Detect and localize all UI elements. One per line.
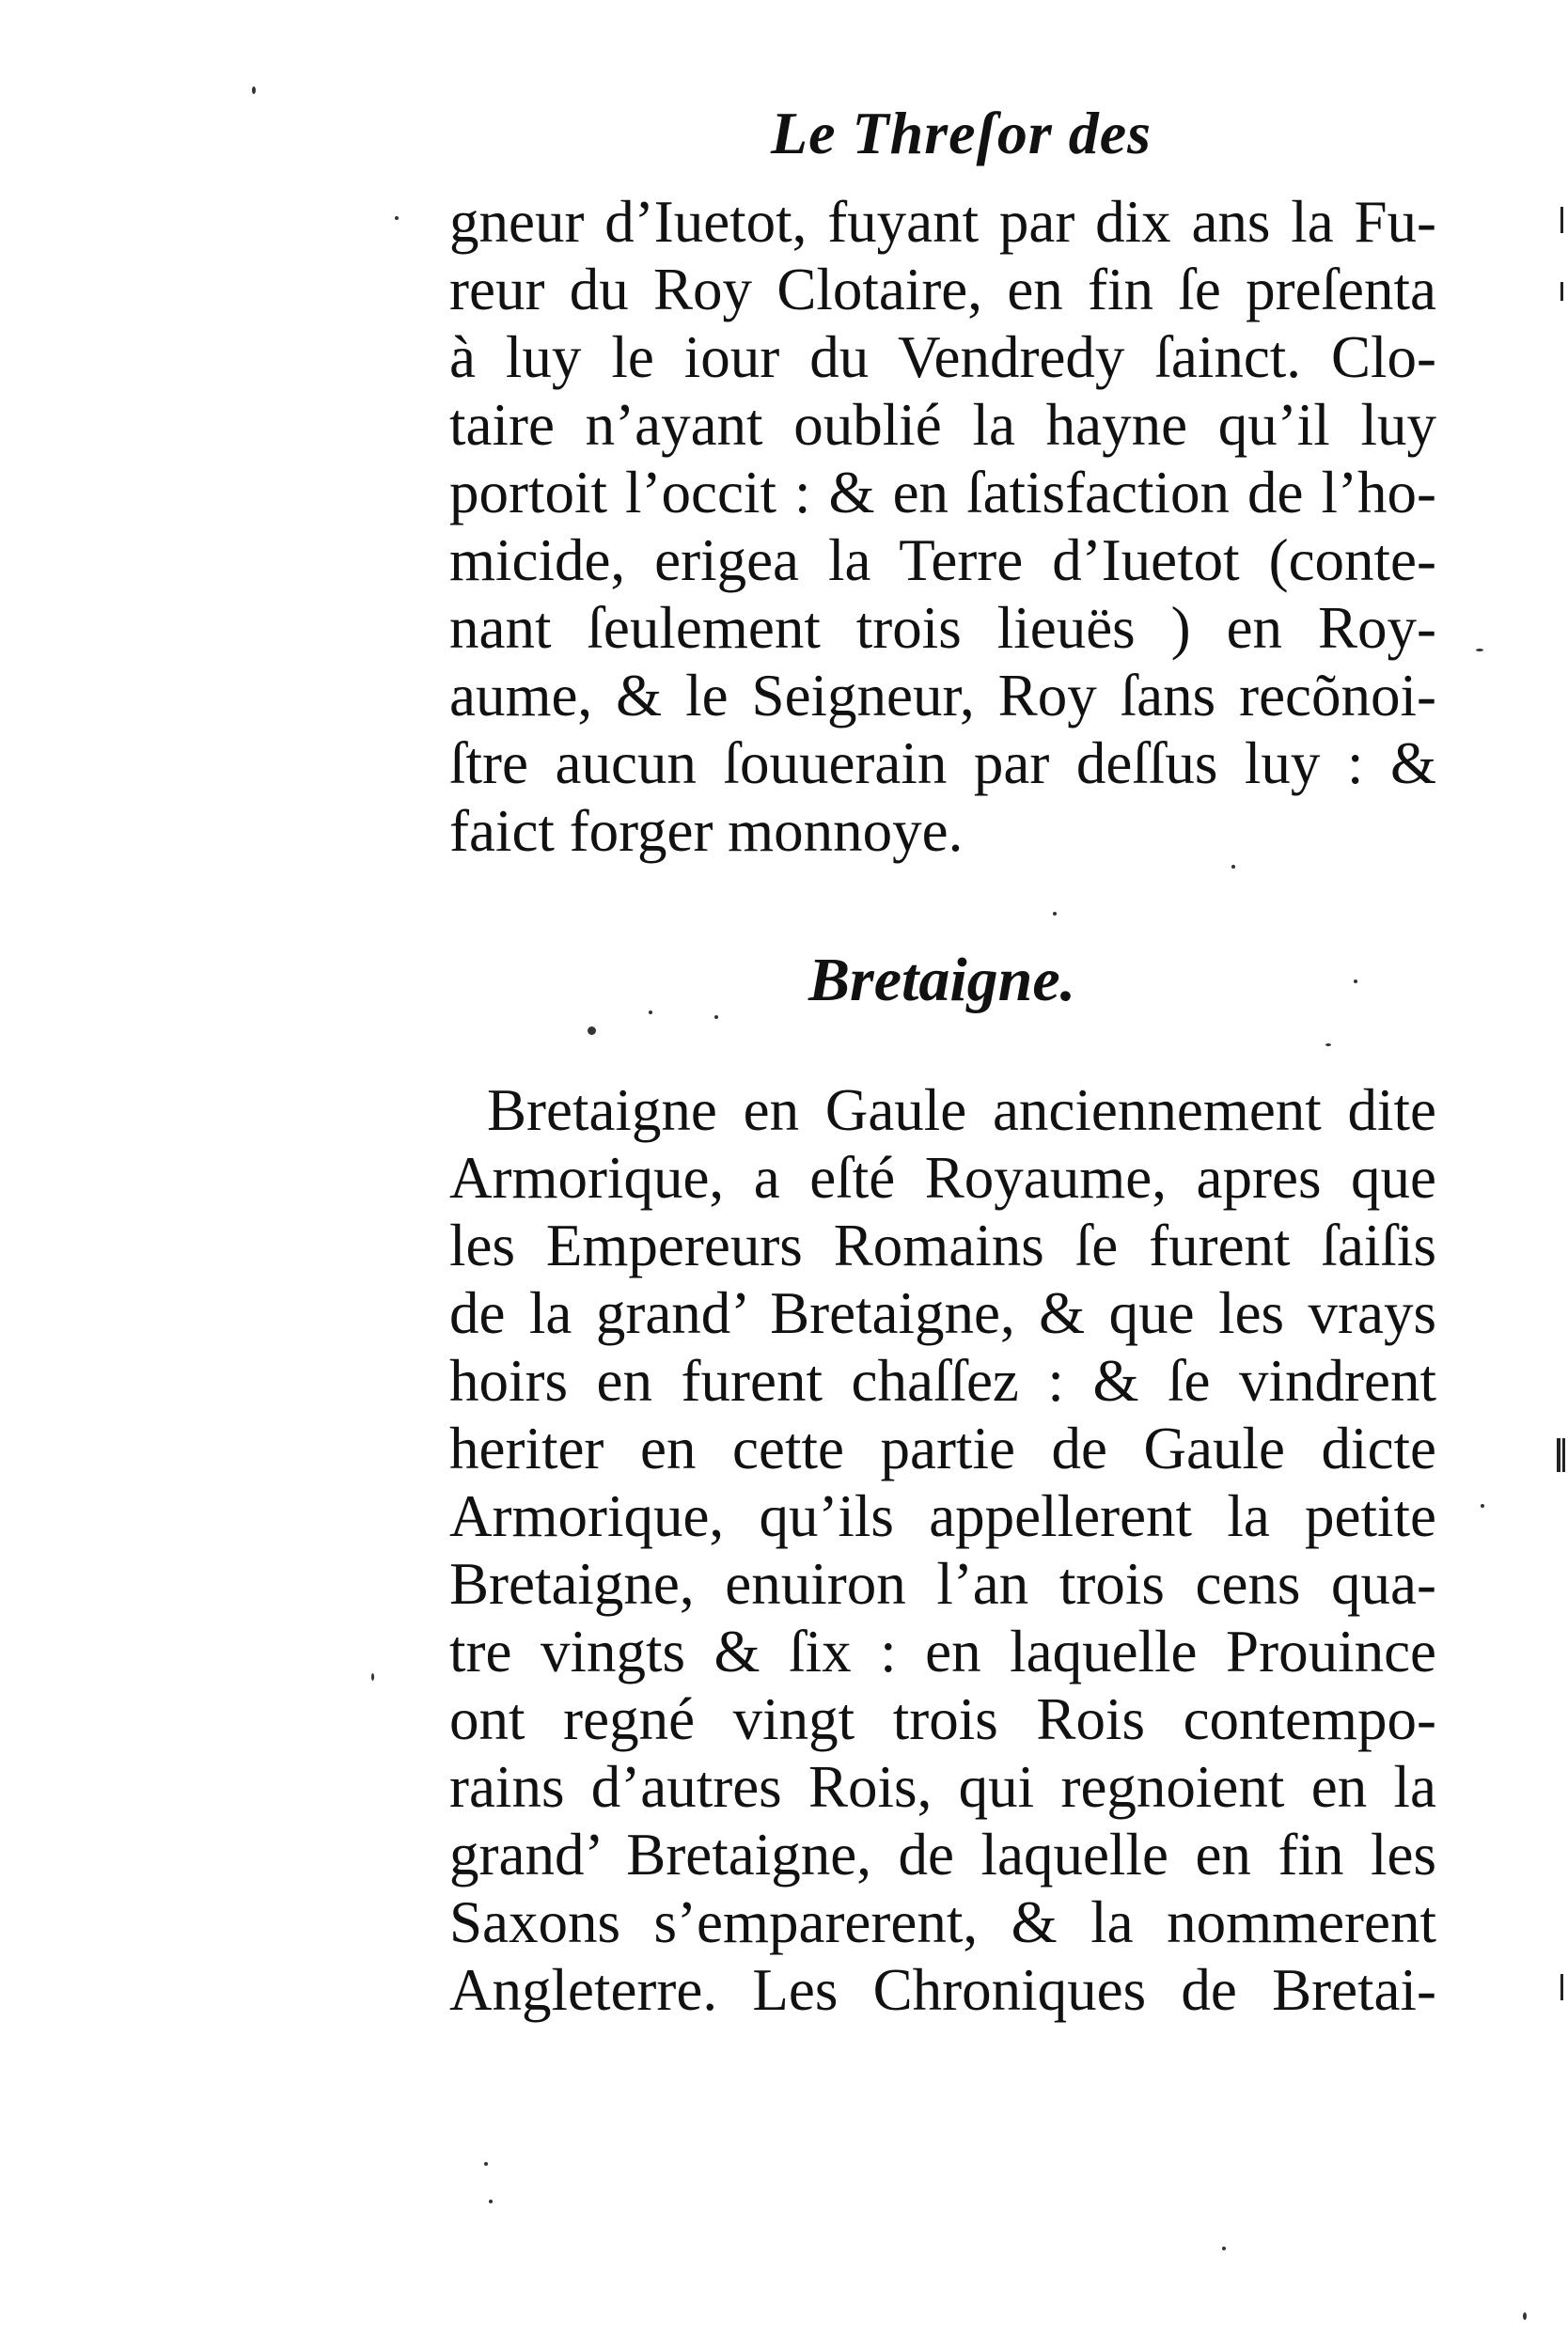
text-line: Bretaigne en Gaule anciennement dite <box>487 1077 1436 1143</box>
text-line: portoit l’occit : & en ſatisfaction de l’ho- <box>449 460 1436 525</box>
scan-speck <box>252 86 256 94</box>
scan-speck <box>1222 2247 1226 2250</box>
scan-speck <box>489 2200 493 2203</box>
scan-speck <box>395 216 399 220</box>
scan-speck <box>649 1010 652 1014</box>
text-line: heriter en cette partie de Gaule dicte <box>449 1416 1436 1481</box>
scan-speck <box>1053 912 1057 916</box>
scan-speck <box>714 1015 718 1019</box>
text-line: micide, erigea la Terre d’Iuetot (conte- <box>449 527 1436 593</box>
text-line: reur du Roy Clotaire, en fin ſe preſenta <box>449 257 1436 322</box>
paragraph-yvetot <box>449 188 1436 865</box>
text-line: gneur d’Iuetot, fuyant par dix ans la Fu- <box>449 189 1436 255</box>
scan-speck <box>1476 649 1483 651</box>
margin-edge-mark <box>1560 1974 1563 2000</box>
scan-speck <box>1231 865 1235 869</box>
text-line: aume, & le Seigneur, Roy ſans recõnoi- <box>449 663 1436 728</box>
text-line: Angleterre. Les Chroniques de Bretai- <box>449 1957 1436 2023</box>
text-line: ſtre aucun ſouuerain par deſſus luy : & <box>449 730 1436 796</box>
margin-edge-mark <box>1560 282 1563 301</box>
text-line: grand’ Bretaigne, de laquelle en fin les <box>449 1822 1436 1888</box>
text-line: rains d’autres Rois, qui regnoient en la <box>449 1754 1436 1820</box>
scan-speck <box>1481 1504 1484 1508</box>
text-line: de la grand’ Bretaigne, & que les vrays <box>449 1280 1436 1346</box>
text-line: Armorique, a eſté Royaume, apres que <box>449 1145 1436 1211</box>
text-line: Bretaigne, enuiron l’an trois cens qua- <box>449 1551 1436 1617</box>
section-title: Bretaigne. <box>808 946 1076 1014</box>
margin-edge-mark <box>1557 1438 1560 1472</box>
margin-edge-mark <box>1562 1438 1565 1472</box>
text-line: nant ſeulement trois lieuës ) en Roy- <box>449 595 1436 661</box>
text-line: les Empereurs Romains ſe furent ſaiſis <box>449 1213 1436 1278</box>
text-line: ont regné vingt trois Rois contempo- <box>449 1686 1436 1752</box>
text-line: Saxons s’emparerent, & la nommerent <box>449 1889 1436 1955</box>
scan-speck <box>1354 979 1357 983</box>
running-head: Le Threſor des <box>771 100 1152 166</box>
scan-speck <box>484 2162 488 2166</box>
text-line: faict forger monnoye. <box>449 798 964 864</box>
text-line: Armorique, qu’ils appellerent la petite <box>449 1483 1436 1549</box>
text-line: à luy le iour du Vendredy ſainct. Clo- <box>449 324 1436 390</box>
text-line: taire n’ayant oublié la hayne qu’il luy <box>449 392 1436 458</box>
scan-speck <box>588 1026 596 1035</box>
scan-speck <box>1523 2312 1527 2320</box>
text-line: hoirs en furent chaſſez : & ſe vindrent <box>449 1348 1436 1414</box>
scan-speck <box>1325 1043 1331 1046</box>
scan-speck <box>371 1673 374 1681</box>
paragraph-bretaigne <box>449 1076 1436 2024</box>
text-line: tre vingts & ſix : en laquelle Prouince <box>449 1619 1436 1684</box>
margin-edge-mark <box>1560 207 1563 233</box>
